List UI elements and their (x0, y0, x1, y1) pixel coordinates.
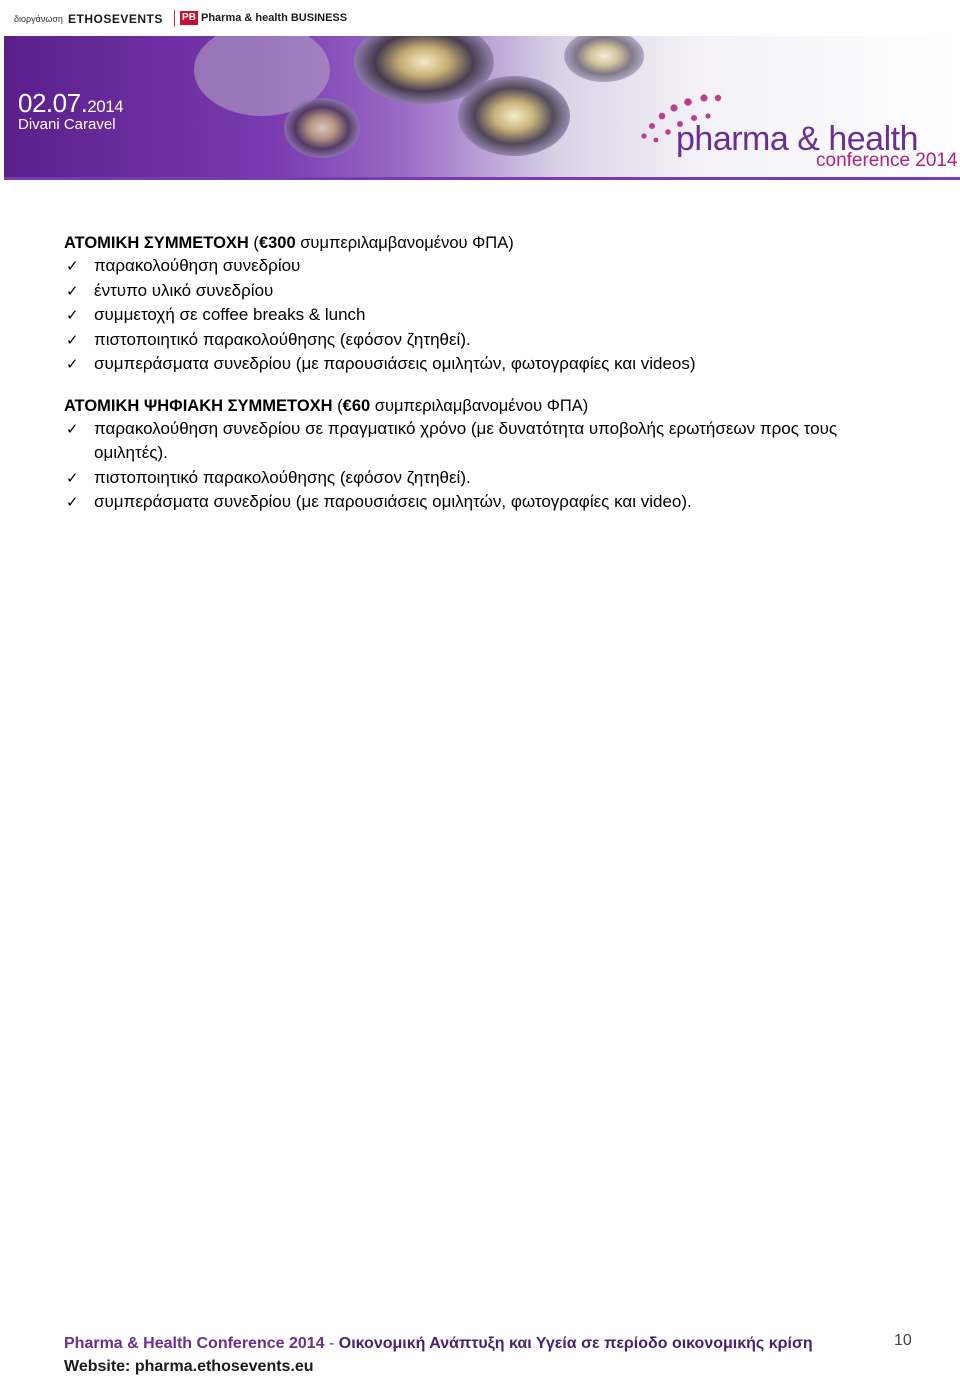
footer-conference-name: Pharma & Health Conference 2014 (64, 1335, 325, 1352)
organizer-label: διοργάνωση (14, 14, 63, 24)
event-date-day: 02.07. (18, 88, 88, 118)
footer-subtitle: Οικονομική Ανάπτυξη και Υγεία σε περίοδο οικονομικής κρίση (338, 1335, 813, 1352)
check-icon: ✓ (66, 306, 79, 324)
list-item (64, 328, 894, 353)
price-open: ( (248, 234, 259, 252)
list-item-text: πιστοποιητικό παρακολούθησης (εφόσον ζητηθεί). (94, 467, 471, 487)
pharma-health-business-logo: Pharma & health BUSINESS (201, 12, 348, 24)
check-icon: ✓ (66, 419, 79, 438)
section-title: ΑΤΟΜΙΚΗ ΣΥΜΜΕΤΟΧΗ (64, 234, 249, 252)
event-venue: Divani Caravel (18, 116, 116, 133)
list-item-text: έντυπο υλικό συνεδρίου (94, 280, 274, 300)
digital-benefits-list (64, 417, 894, 515)
check-icon: ✓ (66, 355, 79, 373)
list-item-text: συμπεράσματα συνεδρίου (με παρουσιάσεις ομιλητών, φωτογραφίες και video). (94, 492, 692, 511)
list-item (64, 254, 894, 279)
price-value: €300 (258, 234, 296, 252)
participation-content (64, 232, 894, 515)
list-item-text: παρακολούθηση συνεδρίου (94, 256, 301, 275)
list-item (64, 303, 894, 328)
list-item (64, 417, 894, 466)
lamp-shape (284, 98, 360, 158)
check-icon: ✓ (66, 281, 79, 300)
lamp-shape (564, 36, 644, 82)
conference-banner (4, 36, 960, 180)
list-item (64, 279, 894, 304)
page-number: 10 (894, 1332, 912, 1349)
list-item-text: παρακολούθηση συνεδρίου σε πραγματικό χρόνο (με δυνατότητα υποβολής ερωτήσεων προς τους ομιλητές). (94, 418, 838, 462)
price-value: €60 (342, 396, 371, 415)
price-note: συμπεριλαμβανομένου ΦΠΑ) (295, 234, 514, 252)
list-item (64, 466, 894, 491)
page-footer (64, 1332, 934, 1378)
footer-title (64, 1332, 934, 1356)
list-item-text: πιστοποιητικό παρακολούθησης (εφόσον ζητηθεί). (94, 329, 471, 349)
check-icon: ✓ (66, 468, 79, 487)
list-item-text: συμμετοχή σε coffee breaks & lunch (94, 305, 366, 324)
check-icon: ✓ (66, 493, 79, 511)
check-icon: ✓ (66, 257, 79, 275)
lamp-shape (458, 76, 570, 156)
section-heading-individual (64, 232, 894, 254)
brand-subtitle: conference 2014 (816, 150, 958, 171)
list-item-text: συμπεράσματα συνεδρίου (με παρουσιάσεις ομιλητών, φωτογραφίες και videos) (94, 354, 696, 373)
ethos-events-logo: ETHOSEVENTS (68, 12, 163, 26)
check-icon: ✓ (66, 330, 79, 349)
section-heading-digital (64, 395, 894, 417)
pb-logo-icon: PB (180, 11, 198, 25)
list-item (64, 490, 894, 515)
footer-separator: - (324, 1335, 339, 1352)
organizer-bar (0, 0, 960, 36)
price-note: συμπεριλαμβανομένου ΦΠΑ) (370, 396, 589, 415)
price-open: ( (332, 396, 343, 415)
event-date (18, 88, 123, 119)
list-item (64, 352, 894, 377)
individual-benefits-list (64, 254, 894, 377)
brand-title: pharma & health (676, 120, 918, 158)
logo-divider (174, 10, 175, 27)
section-title: ΑΤΟΜΙΚΗ ΨΗΦΙΑΚΗ ΣΥΜΜΕΤΟΧΗ (64, 396, 333, 415)
footer-website: Website: pharma.ethosevents.eu (64, 1358, 314, 1375)
banner-rule (4, 177, 960, 180)
event-year: 2014 (87, 97, 124, 116)
